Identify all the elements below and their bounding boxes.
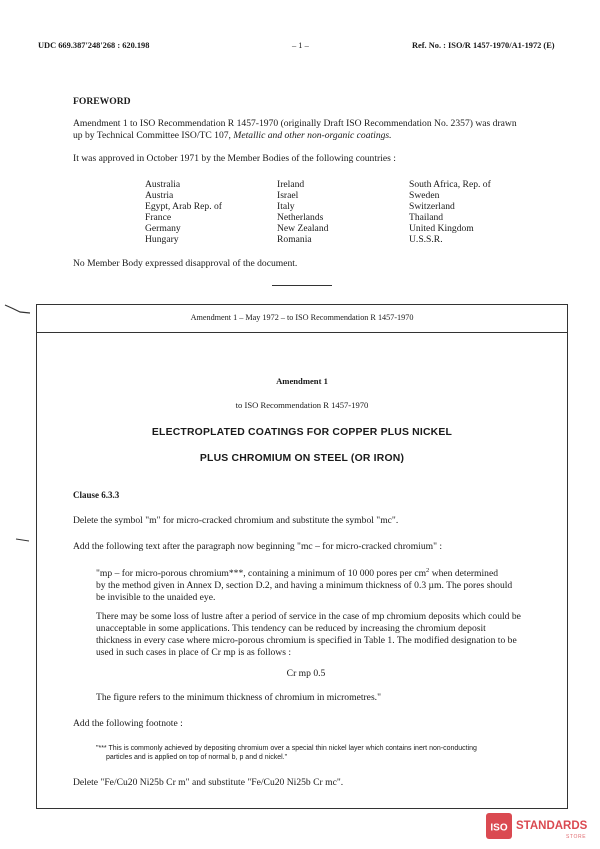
country: Netherlands — [277, 212, 324, 223]
add-text-instruction: Add the following text after the paragraph now beginning "mc – for micro-cracked chromium" : — [73, 541, 443, 552]
country: United Kingdom — [409, 223, 474, 234]
lustre-line-3: thickness in every case where micro-porous chromium is specified in Table 1. The modified designation to be — [96, 635, 517, 646]
country: Italy — [277, 201, 295, 212]
committee-title: Metallic and other non-organic coatings. — [233, 130, 392, 141]
country: Romania — [277, 234, 312, 245]
mp-line-1-text: "mp – for micro-porous chromium***, containing a minimum of 10 000 pores per cm — [96, 568, 427, 580]
footnote — [96, 744, 477, 762]
approval-statement: It was approved in October 1971 by the Member Bodies of the following countries : — [73, 153, 396, 164]
country: U.S.S.R. — [409, 234, 443, 245]
delete-symbol-instruction: Delete the symbol "m" for micro-cracked chromium and substitute the symbol "mc". — [73, 515, 399, 526]
mp-line-1 — [96, 565, 512, 580]
country: Egypt, Arab Rep. of — [145, 201, 223, 212]
countries-column-2 — [277, 179, 328, 245]
page-number: – 1 – — [292, 41, 309, 50]
document-heading-line-1: ELECTROPLATED COATINGS FOR COPPER PLUS NICKEL — [151, 427, 453, 438]
iso-standards-store-logo — [486, 812, 594, 842]
watermark-subtext: STORE — [566, 834, 587, 840]
countries-column-3 — [409, 179, 491, 245]
mp-line-2: by the method given in Annex D, section D.2, and having a minimum thickness of 0.3 µm. The pores should — [96, 580, 513, 592]
country: South Africa, Rep. of — [409, 179, 491, 190]
superscript: 2 — [426, 567, 430, 574]
margin-mark — [14, 536, 34, 544]
mp-definition — [96, 565, 512, 604]
lustre-line-2: unacceptable in some applications. This tendency can be reduced by increasing the chromium deposit — [96, 623, 486, 634]
delete-designation-instruction: Delete "Fe/Cu20 Ni25b Cr m" and substitute "Fe/Cu20 Ni25b Cr mc". — [73, 777, 344, 788]
foreword-line-2-prefix: up by Technical Committee ISO/TC 107, — [73, 130, 234, 141]
country: Sweden — [409, 190, 440, 201]
figure-note: The figure refers to the minimum thickness of chromium in micrometres." — [96, 692, 381, 703]
amendment-box-separator — [36, 332, 568, 333]
country: Germany — [145, 223, 181, 234]
amendment-banner: Amendment 1 – May 1972 – to ISO Recommendation R 1457-1970 — [190, 313, 414, 322]
watermark-text: STANDARDS — [516, 820, 588, 832]
countries-column-1 — [145, 179, 222, 245]
foreword-paragraph — [73, 118, 517, 142]
mp-line-1-end: when determined — [429, 568, 499, 580]
section-divider — [272, 285, 332, 286]
country: France — [145, 212, 172, 223]
foreword-line-1: Amendment 1 to ISO Recommendation R 1457-1970 (originally Draft ISO Recommendation No. 2357) was drawn — [73, 118, 517, 129]
country: Switzerland — [409, 201, 455, 212]
footnote-line-2: particles and is applied on top of normal b, p and d nickel." — [106, 754, 288, 761]
mp-line-3: be invisible to the unaided eye. — [96, 592, 216, 604]
country: New Zealand — [277, 223, 329, 234]
document-heading-line-2: PLUS CHROMIUM ON STEEL (OR IRON) — [199, 453, 405, 464]
margin-mark — [2, 300, 32, 320]
recommendation-reference: to ISO Recommendation R 1457-1970 — [235, 400, 369, 410]
country: Hungary — [145, 234, 179, 245]
clause-heading: Clause 6.3.3 — [73, 490, 120, 500]
designation: Cr mp 0.5 — [286, 668, 326, 679]
amendment-title: Amendment 1 — [276, 376, 328, 386]
lustre-paragraph — [96, 611, 521, 659]
footnote-line-1: "*** This is commonly achieved by depositing chromium over a special thin nickel layer which contains inert non-conducting — [96, 745, 477, 752]
foreword-line-2 — [73, 130, 517, 142]
add-footnote-instruction: Add the following footnote : — [73, 718, 183, 729]
lustre-line-1: There may be some loss of lustre after a period of service in the case of mp chromium deposits which could be — [96, 611, 521, 622]
foreword-title: FOREWORD — [73, 96, 131, 107]
udc-code: UDC 669.387'248'268 : 620.198 — [38, 41, 150, 50]
country: Thailand — [409, 212, 444, 223]
country: Ireland — [277, 179, 305, 190]
country: Israel — [277, 190, 299, 201]
iso-badge-text: ISO — [490, 822, 508, 834]
country: Austria — [145, 190, 174, 201]
reference-number: Ref. No. : ISO/R 1457-1970/A1-1972 (E) — [412, 41, 555, 50]
disapproval-statement: No Member Body expressed disapproval of the document. — [73, 258, 298, 269]
country: Australia — [145, 179, 181, 190]
lustre-line-4: used in such cases in place of Cr mp is as follows : — [96, 647, 292, 658]
iso-badge-icon — [486, 812, 594, 842]
